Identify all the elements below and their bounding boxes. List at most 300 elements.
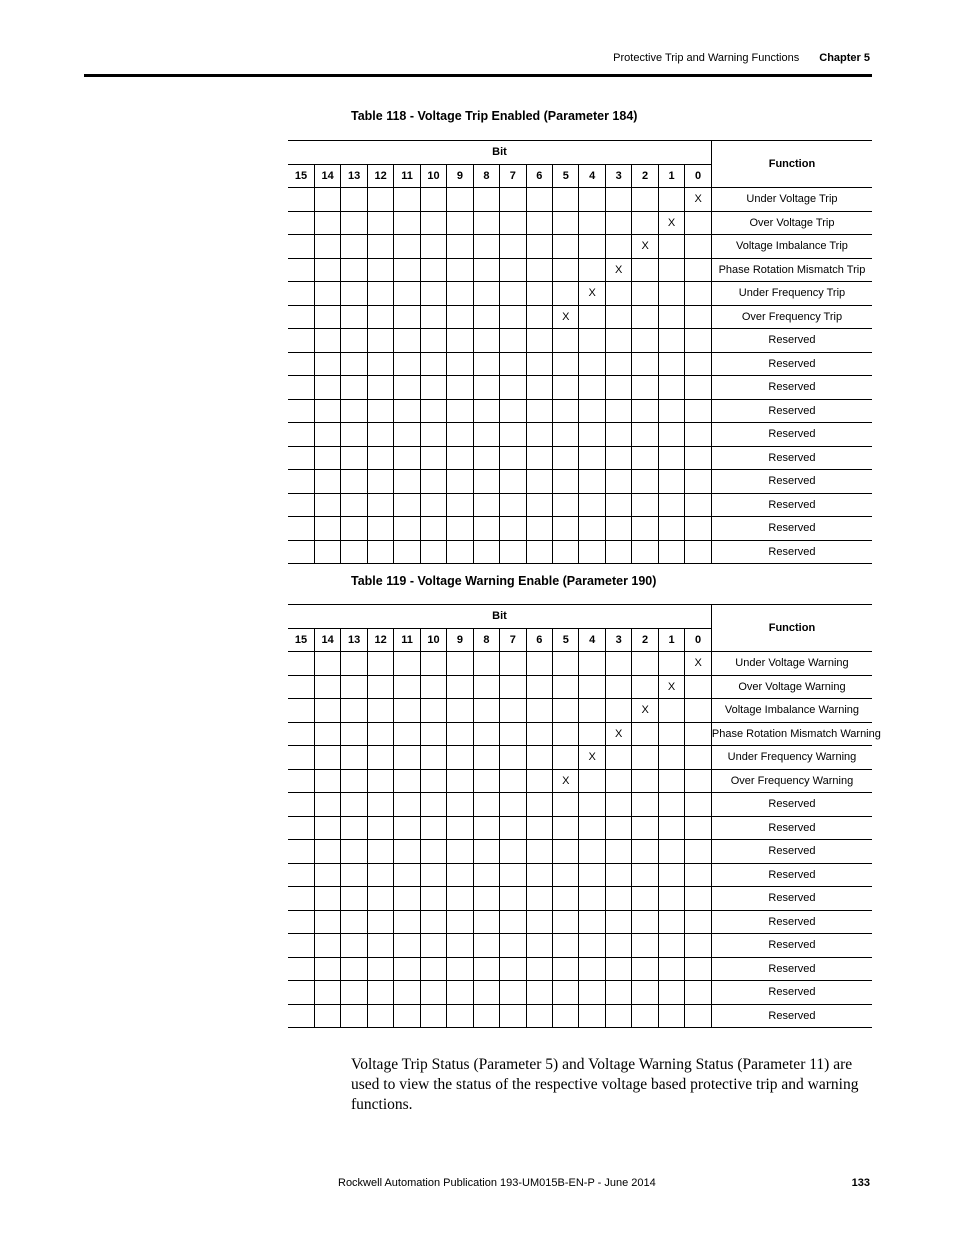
bit-number-header: 13 [341, 164, 367, 188]
bit-cell [500, 934, 526, 958]
bit-cell [658, 887, 684, 911]
bit-cell [394, 652, 420, 676]
bit-cell [288, 517, 314, 541]
bit-cell [500, 675, 526, 699]
bit-cell [526, 329, 552, 353]
bit-cell [314, 305, 340, 329]
bit-cell [526, 863, 552, 887]
bit-number-header: 12 [367, 164, 393, 188]
bit-cell [632, 305, 658, 329]
bit-cell [473, 957, 499, 981]
bit-cell [367, 722, 393, 746]
bit-cell [341, 746, 367, 770]
bit-cell [500, 399, 526, 423]
bit-cell [314, 957, 340, 981]
bit-cell [394, 329, 420, 353]
bit-cell [447, 399, 473, 423]
bit-cell [367, 793, 393, 817]
bit-cell [447, 493, 473, 517]
bit-cell [579, 470, 605, 494]
bit-cell [420, 235, 446, 259]
bit-cell [288, 699, 314, 723]
bit-cell [500, 493, 526, 517]
bit-cell [394, 1004, 420, 1028]
bit-cell [500, 957, 526, 981]
bit-cell [526, 493, 552, 517]
bit-cell [605, 493, 631, 517]
bit-cell [314, 840, 340, 864]
bit-cell [473, 282, 499, 306]
header-rule [84, 74, 872, 77]
bit-cell [579, 493, 605, 517]
bit-cell [685, 235, 712, 259]
bit-cell [420, 887, 446, 911]
bit-cell [341, 981, 367, 1005]
bit-cell [553, 746, 579, 770]
bit-cell [420, 446, 446, 470]
bit-cell [288, 652, 314, 676]
bit-cell [579, 981, 605, 1005]
bit-cell [367, 769, 393, 793]
bit-cell [553, 188, 579, 212]
bit-cell [685, 305, 712, 329]
bit-cell [605, 863, 631, 887]
bit-cell [447, 282, 473, 306]
bit-cell [632, 1004, 658, 1028]
bit-cell [314, 188, 340, 212]
bit-cell [685, 722, 712, 746]
function-cell: Reserved [711, 910, 872, 934]
bit-cell [394, 746, 420, 770]
bit-cell [605, 446, 631, 470]
table-row [288, 423, 872, 447]
bit-cell [526, 305, 552, 329]
bit-cell [447, 329, 473, 353]
bit-cell [685, 1004, 712, 1028]
bit-cell [553, 540, 579, 564]
bit-cell [367, 863, 393, 887]
bit-cell [579, 188, 605, 212]
bit-cell [447, 258, 473, 282]
bit-cell [394, 305, 420, 329]
bit-cell [447, 188, 473, 212]
bit-cell [394, 470, 420, 494]
table-row [288, 1004, 872, 1028]
bit-cell [500, 211, 526, 235]
bit-cell [526, 258, 552, 282]
bit-cell [605, 887, 631, 911]
bit-cell [579, 258, 605, 282]
bit-cell [473, 793, 499, 817]
bit-cell [341, 282, 367, 306]
table-row [288, 399, 872, 423]
bit-cell [341, 934, 367, 958]
bit-cell [579, 446, 605, 470]
bit-cell [420, 211, 446, 235]
bit-cell [447, 446, 473, 470]
bit-cell [341, 957, 367, 981]
function-cell: Reserved [711, 981, 872, 1005]
bit-cell [473, 1004, 499, 1028]
function-cell: Under Frequency Warning [711, 746, 872, 770]
bit-cell [632, 423, 658, 447]
bit-cell [394, 258, 420, 282]
bit-cell [553, 399, 579, 423]
bit-number-header: 1 [658, 164, 684, 188]
bit-number-header: 6 [526, 164, 552, 188]
function-cell: Reserved [711, 957, 872, 981]
bit-label: Bit [288, 141, 711, 165]
bit-cell [420, 188, 446, 212]
bit-cell [658, 493, 684, 517]
bit-cell [314, 235, 340, 259]
bit-cell [579, 211, 605, 235]
bit-cell [288, 188, 314, 212]
bit-cell [632, 934, 658, 958]
bit-cell [288, 423, 314, 447]
table-row [288, 675, 872, 699]
bit-cell [367, 934, 393, 958]
table-row [288, 746, 872, 770]
bit-cell [658, 423, 684, 447]
bit-cell [579, 910, 605, 934]
bit-cell [526, 816, 552, 840]
bit-cell [658, 910, 684, 934]
bit-cell [447, 305, 473, 329]
bit-cell [394, 376, 420, 400]
bit-cell [526, 517, 552, 541]
bit-cell [500, 840, 526, 864]
bit-cell [579, 652, 605, 676]
bit-cell [526, 282, 552, 306]
bit-number-header: 12 [367, 628, 393, 652]
bit-cell [394, 282, 420, 306]
bit-cell [447, 652, 473, 676]
bit-cell [447, 910, 473, 934]
bit-cell [579, 699, 605, 723]
bit-number-header: 3 [605, 164, 631, 188]
bit-cell [658, 722, 684, 746]
bit-cell [632, 816, 658, 840]
bit-cell [367, 675, 393, 699]
bit-cell [658, 816, 684, 840]
bit-cell [605, 957, 631, 981]
bit-number-header: 15 [288, 628, 314, 652]
table-row [288, 305, 872, 329]
bit-cell [632, 376, 658, 400]
bit-cell [288, 258, 314, 282]
bit-cell [579, 816, 605, 840]
bit-cell [658, 305, 684, 329]
bit-cell [632, 981, 658, 1005]
bit-cell [288, 540, 314, 564]
function-cell: Reserved [711, 793, 872, 817]
bit-cell [632, 793, 658, 817]
bit-cell [473, 981, 499, 1005]
bit-cell [447, 699, 473, 723]
bit-cell [341, 329, 367, 353]
bit-cell [500, 769, 526, 793]
bit-cell [500, 305, 526, 329]
bit-cell [367, 493, 393, 517]
bit-cell [420, 305, 446, 329]
bit-cell [341, 863, 367, 887]
bit-cell [341, 376, 367, 400]
bit-cell [473, 329, 499, 353]
bit-cell [394, 793, 420, 817]
bit-cell [500, 282, 526, 306]
bit-cell [367, 258, 393, 282]
bit-cell [526, 188, 552, 212]
bit-cell [500, 1004, 526, 1028]
bit-cell [341, 769, 367, 793]
bit-cell [288, 934, 314, 958]
function-cell: Voltage Imbalance Trip [711, 235, 872, 259]
table-row [288, 258, 872, 282]
bit-number-header: 11 [394, 628, 420, 652]
bit-cell [288, 470, 314, 494]
bit-cell [447, 816, 473, 840]
function-cell: Reserved [711, 493, 872, 517]
function-cell: Reserved [711, 840, 872, 864]
table-row [288, 376, 872, 400]
bit-cell [553, 934, 579, 958]
bit-cell [341, 887, 367, 911]
bit-cell [314, 282, 340, 306]
page-number: 133 [851, 1177, 870, 1189]
bit-cell [632, 675, 658, 699]
bit-cell [632, 840, 658, 864]
bit-cell [288, 493, 314, 517]
bit-cell [341, 652, 367, 676]
bit-cell [500, 887, 526, 911]
bit-cell [420, 399, 446, 423]
bit-cell [500, 981, 526, 1005]
bit-cell: X [579, 282, 605, 306]
bit-cell [685, 517, 712, 541]
bit-cell [394, 188, 420, 212]
bit-cell [605, 746, 631, 770]
bit-cell [553, 910, 579, 934]
bit-cell [658, 981, 684, 1005]
bit-cell [685, 934, 712, 958]
bit-cell [473, 863, 499, 887]
bit-number-header: 9 [447, 164, 473, 188]
table-row [288, 188, 872, 212]
bit-cell [658, 399, 684, 423]
bit-cell [367, 746, 393, 770]
table-row [288, 211, 872, 235]
bit-cell [526, 235, 552, 259]
bit-cell [500, 470, 526, 494]
bit-cell [526, 423, 552, 447]
bit-cell [605, 910, 631, 934]
bit-cell [553, 376, 579, 400]
bit-cell [288, 816, 314, 840]
bit-cell [605, 423, 631, 447]
bit-cell [473, 188, 499, 212]
bit-cell [473, 540, 499, 564]
bit-cell [526, 793, 552, 817]
bit-cell [553, 816, 579, 840]
bit-cell [341, 722, 367, 746]
bit-cell [341, 423, 367, 447]
function-cell: Reserved [711, 1004, 872, 1028]
table-row [288, 934, 872, 958]
bit-number-header: 4 [579, 164, 605, 188]
bit-cell [341, 211, 367, 235]
bit-cell [685, 352, 712, 376]
bit-cell [500, 793, 526, 817]
bit-cell [579, 540, 605, 564]
bit-cell [526, 746, 552, 770]
bit-cell [553, 258, 579, 282]
table-row [288, 699, 872, 723]
bit-cell [473, 376, 499, 400]
bit-cell [632, 957, 658, 981]
bit-cell [500, 652, 526, 676]
bit-cell [288, 910, 314, 934]
bit-cell [473, 399, 499, 423]
bit-cell [553, 352, 579, 376]
bit-cell [685, 816, 712, 840]
bit-cell [394, 769, 420, 793]
bit-cell: X [685, 652, 712, 676]
function-cell: Reserved [711, 470, 872, 494]
bit-cell [473, 769, 499, 793]
function-cell: Reserved [711, 376, 872, 400]
bit-cell [420, 910, 446, 934]
bit-cell [394, 863, 420, 887]
bit-cell [632, 329, 658, 353]
bit-cell [447, 840, 473, 864]
bit-cell [473, 446, 499, 470]
bit-cell [500, 816, 526, 840]
bit-cell [632, 652, 658, 676]
bit-number-header: 0 [685, 164, 712, 188]
bit-cell [553, 981, 579, 1005]
bit-cell [685, 746, 712, 770]
bit-cell [685, 981, 712, 1005]
bit-cell [605, 470, 631, 494]
bit-cell [579, 934, 605, 958]
bit-cell [632, 493, 658, 517]
table-row [288, 540, 872, 564]
bit-cell [314, 446, 340, 470]
body-paragraph: Voltage Trip Status (Parameter 5) and Voltage Warning Status (Parameter 11) are used to view the status of the respective voltage based protective trip and warning functions. [351, 1056, 859, 1113]
table-row [288, 722, 872, 746]
bit-cell [685, 423, 712, 447]
bit-cell [685, 910, 712, 934]
bit-cell [526, 910, 552, 934]
bit-cell [288, 746, 314, 770]
bit-cell [553, 793, 579, 817]
bit-cell [500, 423, 526, 447]
bit-cell [526, 769, 552, 793]
bit-cell [579, 305, 605, 329]
bit-cell [447, 352, 473, 376]
bit-cell [420, 1004, 446, 1028]
bit-cell [314, 517, 340, 541]
bit-cell [605, 1004, 631, 1028]
bit-cell [341, 840, 367, 864]
table-row [288, 282, 872, 306]
bit-cell [685, 493, 712, 517]
bit-cell [658, 188, 684, 212]
table-row [288, 329, 872, 353]
bit-cell [685, 258, 712, 282]
publication-footer: Rockwell Automation Publication 193-UM015B-EN-P - June 2014 [338, 1177, 656, 1189]
bit-cell [500, 699, 526, 723]
function-cell: Under Voltage Trip [711, 188, 872, 212]
function-cell: Phase Rotation Mismatch Trip [711, 258, 872, 282]
bit-cell [526, 934, 552, 958]
bit-cell [367, 517, 393, 541]
bit-cell [579, 769, 605, 793]
bit-cell: X [685, 188, 712, 212]
bit-cell [341, 1004, 367, 1028]
bit-cell [658, 863, 684, 887]
bit-cell [632, 910, 658, 934]
bit-cell [473, 652, 499, 676]
bit-cell [420, 981, 446, 1005]
bit-cell [553, 211, 579, 235]
bit-cell [658, 376, 684, 400]
bit-cell [447, 675, 473, 699]
bit-cell [314, 934, 340, 958]
bit-cell [605, 816, 631, 840]
bit-cell [500, 258, 526, 282]
bit-cell [394, 910, 420, 934]
bit-cell [367, 399, 393, 423]
bit-number-header: 5 [553, 164, 579, 188]
bit-cell [685, 699, 712, 723]
table-row [288, 957, 872, 981]
bit-cell [288, 211, 314, 235]
bit-cell [314, 352, 340, 376]
bit-cell [526, 981, 552, 1005]
bit-cell [341, 399, 367, 423]
bit-cell [420, 329, 446, 353]
bit-cell [394, 887, 420, 911]
bit-cell [632, 188, 658, 212]
bit-cell [314, 540, 340, 564]
bit-cell [526, 470, 552, 494]
bit-number-header: 10 [420, 164, 446, 188]
function-cell: Under Frequency Trip [711, 282, 872, 306]
bit-cell [605, 211, 631, 235]
function-cell: Reserved [711, 329, 872, 353]
bit-cell [367, 1004, 393, 1028]
bit-cell [632, 258, 658, 282]
bit-cell [553, 652, 579, 676]
bit-cell [526, 722, 552, 746]
bit-cell [500, 863, 526, 887]
bit-cell [605, 399, 631, 423]
bit-cell [420, 540, 446, 564]
chapter-label: Chapter 5 [819, 52, 870, 64]
bit-header-row [288, 605, 872, 629]
bit-number-header: 9 [447, 628, 473, 652]
bit-cell [605, 282, 631, 306]
bit-cell [658, 746, 684, 770]
bit-cell [341, 517, 367, 541]
bit-cell [447, 863, 473, 887]
bit-cell [605, 793, 631, 817]
bit-cell [473, 816, 499, 840]
bit-cell [367, 329, 393, 353]
bit-cell [394, 722, 420, 746]
